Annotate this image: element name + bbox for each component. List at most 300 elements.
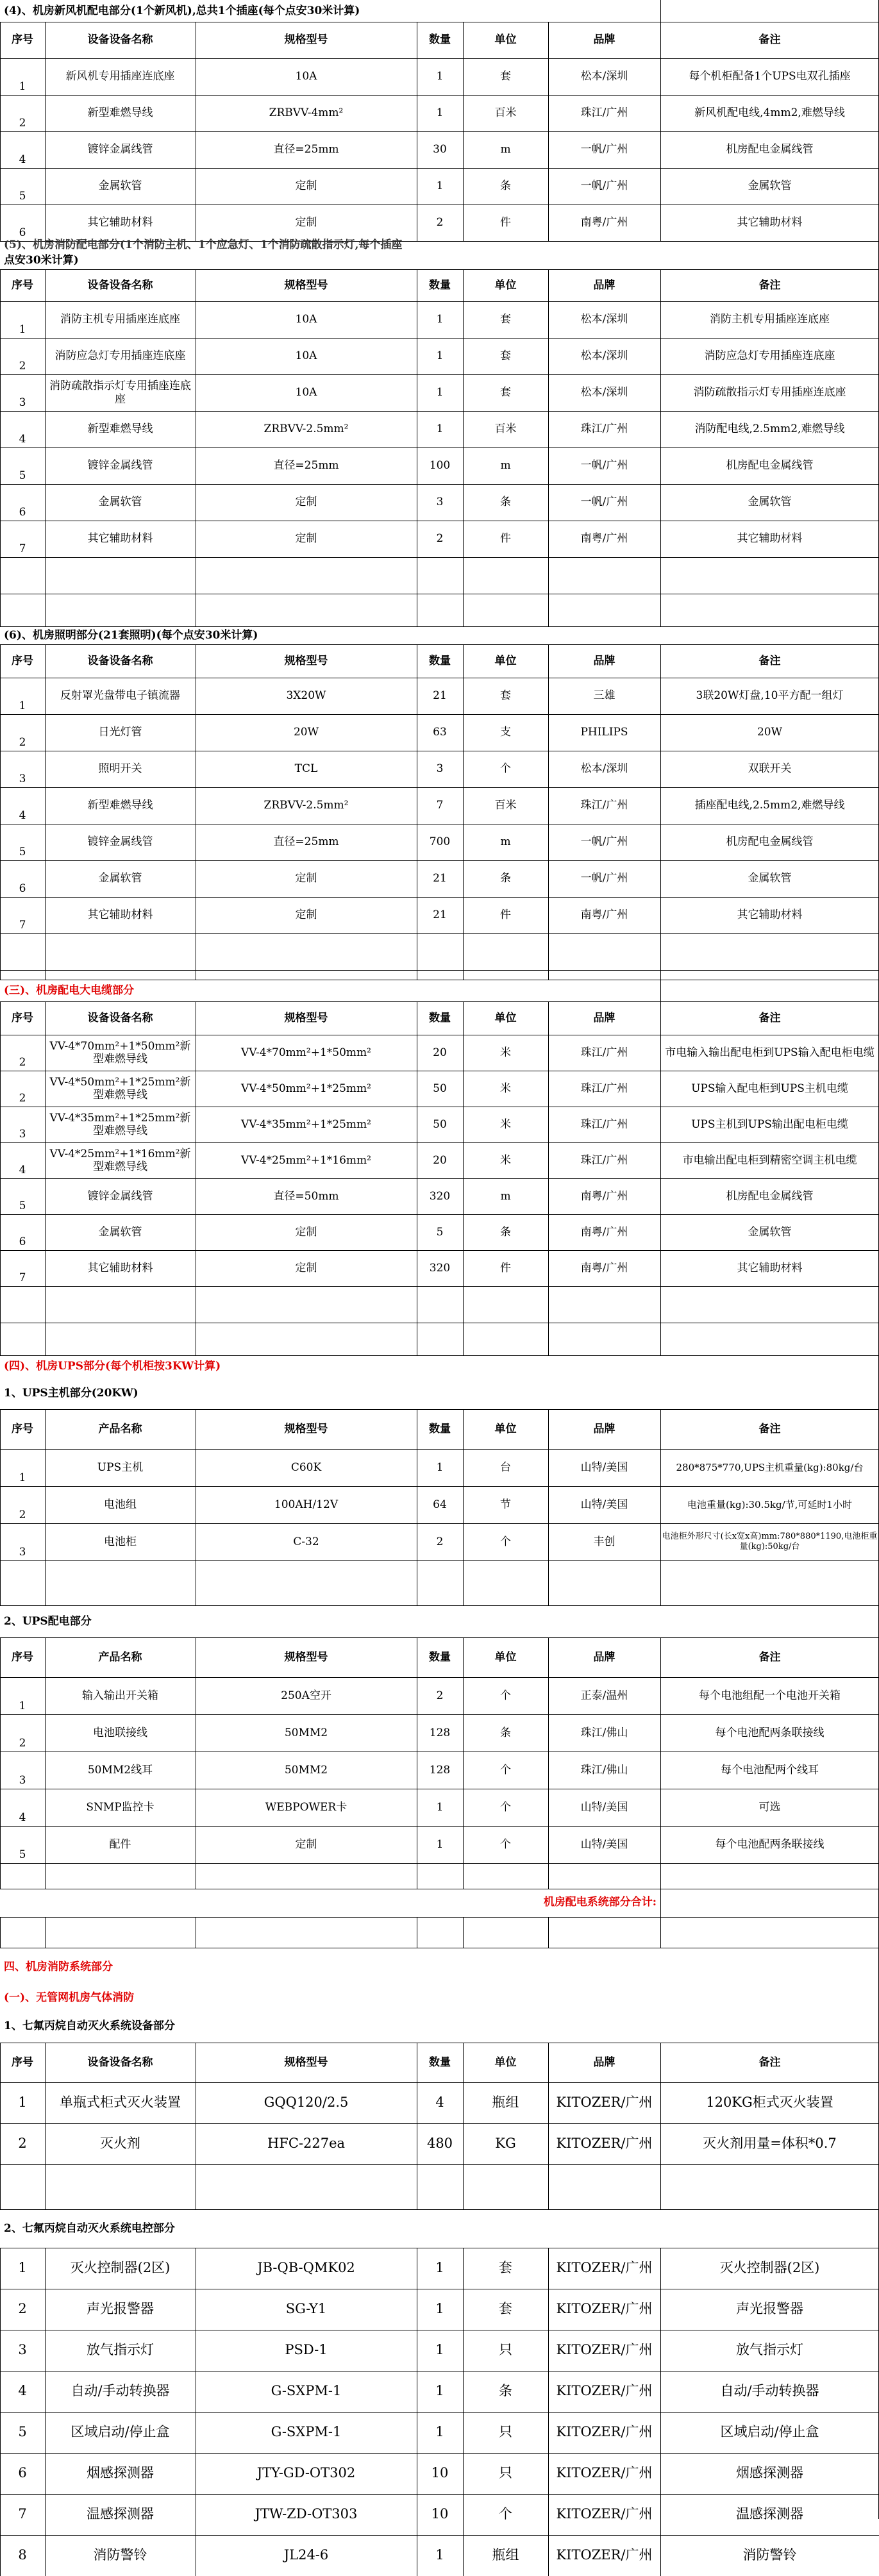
header-remark: 备注 [758,1011,781,1025]
table-row-table_s3-2-col1: VV-4*35mm²+1*25mm²新型难燃导线 [49,1111,191,1137]
table-row-table_ups_dist-4-col3: 1 [436,1837,444,1851]
table-row-table_fire2-4-col5: KITOZER/广州 [556,2424,653,2440]
table-row-table_ups_dist-4-col4: 个 [500,1837,511,1851]
table-row-table_s4-3-col5: 一帆/广州 [580,180,628,193]
table-row-table_fire1-0-col2: GQQ120/2.5 [264,2095,349,2111]
table-row-table_s5-6-col4: 件 [500,532,511,546]
table-row-table_s5-4-col5: 一帆/广州 [580,459,628,473]
table-row-table_fire1-0-col3: 4 [435,2095,444,2111]
table-row-table_s5-3-col4: 百米 [494,422,517,436]
table-row-table_ups_dist-3-col0: 4 [19,1811,26,1824]
table-row-table_s6-2-col4: 个 [500,762,511,776]
table-row-table_s6-6-col3: 21 [433,908,447,922]
table-row-table_s6-4-col0: 5 [19,845,26,858]
table-row-table_s6-6-col4: 件 [500,908,511,922]
header-remark: 备注 [758,278,781,292]
table-row-table_fire2-6-col4: 个 [499,2506,512,2522]
table-row-table_s3-2-col0: 3 [19,1127,26,1141]
table-row-table_s6-0-col6: 3联20W灯盘,10平方配一组灯 [696,689,844,703]
table-row-table_s3-1-col0: 2 [19,1091,26,1105]
header-seq: 序号 [12,278,33,292]
table-row-table_fire2-3-col4: 条 [499,2383,512,2399]
table-row-table_s6-5-col5: 一帆/广州 [580,872,628,885]
table-row-table_ups_main-2-col1: 电池柜 [104,1535,137,1548]
header-device_name: 设备设备名称 [87,278,153,292]
table-row-table_ups_main-2-col3: 2 [436,1535,444,1548]
table-row-table_s5-6-col0: 7 [19,542,26,555]
table-row-table_s3-4-col2: 直径=50mm [273,1189,339,1203]
section-title-s6: (6)、机房照明部分(21套照明)(每个点安30米计算) [4,628,258,642]
table-row-table_s5-3-col2: ZRBVV-2.5mm² [264,422,349,436]
table-row-table_s4-3-col1: 金属软管 [98,180,142,193]
table-row-table_ups_main-1-col1: 电池组 [104,1498,137,1511]
table-row-table_s6-5-col1: 金属软管 [98,872,142,885]
header-qty: 数量 [429,1422,451,1435]
table-row-table_ups_main-1-col3: 64 [433,1498,447,1511]
header-brand: 品牌 [593,654,615,667]
table-row-table_s3-3-col3: 20 [433,1153,447,1167]
table-row-table_fire1-1-col2: HFC-227ea [267,2136,346,2152]
table-row-table_s6-3-col5: 珠江/广州 [580,799,628,812]
header-remark: 备注 [758,1422,781,1435]
header-brand: 品牌 [593,1422,615,1435]
table-row-table_fire1-1-col4: KG [495,2136,516,2152]
table-row-table_s4-1-col6: 新风机配电线,4mm2,难燃导线 [694,106,845,120]
table-row-table_ups_dist-4-col6: 每个电池配两条联接线 [715,1837,825,1851]
table-row-table_ups_dist-0-col4: 个 [500,1689,511,1702]
header-seq: 序号 [12,2055,33,2069]
table-row-table_s3-0-col6: 市电输入输出配电柜到UPS输入配电柜电缆 [665,1046,875,1059]
table-row-table_s3-3-col1: VV-4*25mm²+1*16mm²新型难燃导线 [49,1147,191,1173]
table-row-table_s4-2-col3: 30 [433,143,447,156]
table-row-table_s6-3-col4: 百米 [494,799,517,812]
table-row-table_ups_dist-1-col2: 50MM2 [284,1726,328,1739]
table-row-table_s4-0-col1: 新风机专用插座连底座 [65,70,175,83]
section-part-fire2: 2、七氟丙烷自动灭火系统电控部分 [4,2221,175,2235]
table-row-table_fire2-2-col6: 放气指示灯 [736,2342,803,2358]
table-row-table_fire1-1-col5: KITOZER/广州 [556,2136,653,2152]
table-row-table_ups_main-2-col2: C-32 [293,1535,319,1548]
table-row-table_fire2-1-col2: SG-Y1 [285,2301,327,2317]
table-row-table_s6-0-col3: 21 [433,689,447,703]
table-row-table_s5-5-col4: 条 [500,496,511,509]
table-row-table_fire2-3-col2: G-SXPM-1 [271,2383,342,2399]
table-row-table_s6-0-col0: 1 [19,699,26,712]
table-row-table_s4-4-col4: 件 [500,216,511,230]
table-row-table_s6-4-col2: 直径=25mm [273,835,339,849]
table-row-table_s6-0-col1: 反射罩光盘带电子镇流器 [60,689,180,703]
header-device_name: 设备设备名称 [87,2055,153,2069]
table-row-table_ups_main-1-col6: 电池重量(kg):30.5kg/节,可延时1小时 [687,1499,852,1510]
table-row-table_s5-1-col6: 消防应急灯专用插座连底座 [704,349,835,363]
table-row-table_s3-2-col6: UPS主机到UPS输出配电柜电缆 [691,1117,848,1131]
table-row-table_ups_dist-3-col5: 山特/美国 [580,1800,628,1814]
header-unit: 单位 [494,2055,517,2069]
section-title-s5-line1: (5)、机房消防配电部分(1个消防主机、1个应急灯、1个消防疏散指示灯,每个插座 [4,238,403,251]
section-subtitle-fire: (一)、无管网机房气体消防 [4,1991,135,2004]
table-row-table_fire2-4-col6: 区域启动/停止盒 [720,2424,819,2440]
table-row-table_s4-1-col5: 珠江/广州 [580,106,628,120]
header-seq: 序号 [12,1650,33,1664]
table-row-table_s5-6-col6: 其它辅助材料 [737,532,803,546]
table-row-table_s4-1-col3: 1 [436,106,444,120]
table-row-table_s5-3-col6: 消防配电线,2.5mm2,难燃导线 [694,422,845,436]
table-row-table_ups_dist-2-col0: 3 [19,1773,26,1787]
header-spec: 规格型号 [284,278,328,292]
table-row-table_fire2-1-col3: 1 [435,2301,444,2317]
table-row-table_s3-4-col3: 320 [429,1189,451,1203]
table-row-table_s3-3-col4: 米 [500,1153,511,1167]
table-row-table_s3-1-col4: 米 [500,1082,511,1095]
table-row-table_s6-4-col5: 一帆/广州 [580,835,628,849]
table-row-table_ups_dist-2-col4: 个 [500,1763,511,1777]
table-row-table_fire2-1-col5: KITOZER/广州 [556,2301,653,2317]
table-row-table_ups_main-2-col6: 电池柜外形尺寸(长x宽x高)mm:780*880*1190,电池柜重量(kg):50kg/台 [662,1532,878,1551]
table-row-table_s4-4-col3: 2 [436,216,444,230]
table-row-table_s6-3-col1: 新型难燃导线 [87,799,153,812]
table-row-table_s3-3-col5: 珠江/广州 [580,1153,628,1167]
table-row-table_ups_dist-2-col1: 50MM2线耳 [87,1763,153,1777]
table-row-table_s4-2-col5: 一帆/广州 [580,143,628,156]
table-row-table_fire2-7-col4: 瓶组 [492,2547,519,2563]
table-row-table_s3-1-col1: VV-4*50mm²+1*25mm²新型难燃导线 [49,1075,191,1101]
table-row-table_ups_main-1-col4: 节 [500,1498,511,1511]
table-row-table_s4-0-col5: 松本/深圳 [580,70,628,83]
header-spec: 规格型号 [284,1422,328,1435]
table-row-table_ups_main-2-col0: 3 [19,1545,26,1559]
header-brand: 品牌 [593,1650,615,1664]
table-row-table_s6-1-col1: 日光灯管 [98,726,142,739]
table-row-table_s5-1-col4: 套 [500,349,511,363]
table-row-table_s5-5-col1: 金属软管 [98,496,142,509]
table-row-table_ups_main-0-col0: 1 [19,1471,26,1484]
table-row-table_s6-2-col2: TCL [294,762,318,776]
table-row-table_s6-4-col3: 700 [429,835,451,849]
table-row-table_ups_dist-2-col2: 50MM2 [284,1763,328,1777]
table-row-table_fire2-6-col2: JTW-ZD-OT303 [255,2506,358,2522]
table-row-table_s6-2-col3: 3 [436,762,444,776]
table-row-table_s5-1-col2: 10A [295,349,317,363]
table-row-table_fire2-4-col0: 5 [18,2424,27,2440]
header-product_name: 产品名称 [98,1650,142,1664]
table-row-table_s3-0-col4: 米 [500,1046,511,1059]
section-title-s3: (三)、机房配电大电缆部分 [4,983,135,997]
table-row-table_fire1-0-col4: 瓶组 [492,2095,519,2111]
section-subtitle-ups-main: 1、UPS主机部分(20KW) [4,1386,138,1400]
table-row-table_ups_main-1-col2: 100AH/12V [274,1498,339,1511]
table-row-table_s3-1-col6: UPS输入配电柜到UPS主机电缆 [691,1082,848,1095]
table-row-table_s5-5-col5: 一帆/广州 [580,496,628,509]
table-row-table_s4-0-col2: 10A [295,70,317,83]
table-row-table_ups_main-1-col5: 山特/美国 [580,1498,628,1511]
table-row-table_s6-1-col0: 2 [19,735,26,749]
table-row-table_s6-3-col0: 4 [19,808,26,822]
table-row-table_s5-4-col3: 100 [429,459,451,473]
table-row-table_s4-4-col1: 其它辅助材料 [87,216,153,230]
header-qty: 数量 [429,1650,451,1664]
table-row-table_s5-0-col2: 10A [295,313,317,326]
table-row-table_fire2-3-col5: KITOZER/广州 [556,2383,653,2399]
table-row-table_s4-3-col0: 5 [19,189,26,203]
table-row-table_s3-5-col0: 6 [19,1235,26,1248]
table-row-table_s4-0-col4: 套 [500,70,511,83]
table-row-table_s5-6-col2: 定制 [295,532,317,546]
total-label: 机房配电系统部分合计: [543,1895,657,1909]
table-row-table_ups_dist-0-col5: 正泰/温州 [580,1689,628,1702]
table-row-table_s3-6-col0: 7 [19,1271,26,1284]
table-row-table_fire2-6-col5: KITOZER/广州 [556,2506,653,2522]
table-row-table_s3-6-col3: 320 [429,1261,451,1275]
table-row-table_fire2-5-col1: 烟感探测器 [87,2465,154,2481]
table-row-table_ups_dist-3-col4: 个 [500,1800,511,1814]
table-row-table_fire2-1-col1: 声光报警器 [87,2301,154,2317]
table-row-table_s5-5-col2: 定制 [295,496,317,509]
table-row-table_ups_dist-4-col0: 5 [19,1848,26,1861]
table-row-table_s3-1-col5: 珠江/广州 [580,1082,628,1095]
table-row-table_s5-4-col6: 机房配电金属线管 [726,459,814,473]
table-row-table_s5-4-col1: 镀锌金属线管 [87,459,153,473]
table-row-table_ups_dist-0-col6: 每个电池组配一个电池开关箱 [699,1689,841,1702]
table-row-table_s5-2-col2: 10A [295,386,317,399]
table-row-table_fire2-7-col0: 8 [18,2547,27,2563]
table-row-table_fire1-0-col5: KITOZER/广州 [556,2095,653,2111]
table-row-table_ups_dist-4-col1: 配件 [109,1837,131,1851]
header-spec: 规格型号 [284,2055,328,2069]
table-row-table_s5-6-col3: 2 [436,532,444,546]
section-title-s5-line2: 点安30米计算) [4,253,79,267]
table-row-table_ups_dist-3-col3: 1 [436,1800,444,1814]
table-row-table_s6-4-col1: 镀锌金属线管 [87,835,153,849]
table-row-table_fire2-7-col3: 1 [435,2547,444,2563]
table-row-table_fire1-0-col0: 1 [18,2095,27,2111]
table-row-table_s6-6-col1: 其它辅助材料 [87,908,153,922]
table-row-table_s6-0-col4: 套 [500,689,511,703]
table-row-table_fire2-0-col0: 1 [18,2260,27,2276]
table-row-table_s3-2-col2: VV-4*35mm²+1*25mm² [241,1117,371,1131]
table-row-table_s6-0-col5: 三雄 [593,689,615,703]
table-row-table_ups_main-0-col2: C60K [290,1460,322,1474]
table-row-table_fire1-1-col6: 灭火剂用量=体积*0.7 [703,2136,837,2152]
table-row-table_ups_dist-1-col6: 每个电池配两条联接线 [715,1726,825,1739]
table-row-table_s4-2-col0: 4 [19,153,26,166]
table-row-table_s3-6-col2: 定制 [295,1261,317,1275]
table-row-table_fire2-6-col1: 温感探测器 [87,2506,154,2522]
table-row-table_s4-3-col3: 1 [436,180,444,193]
table-row-table_s3-1-col3: 50 [433,1082,447,1095]
table-row-table_s5-1-col3: 1 [436,349,444,363]
table-row-table_fire2-0-col4: 套 [499,2260,512,2276]
table-row-table_s5-0-col4: 套 [500,313,511,326]
table-row-table_s5-5-col3: 3 [436,496,444,509]
table-row-table_ups_dist-1-col5: 珠江/佛山 [580,1726,628,1739]
table-row-table_ups_main-0-col4: 台 [500,1460,511,1474]
table-row-table_ups_dist-0-col0: 1 [19,1699,26,1712]
table-row-table_fire2-1-col4: 套 [499,2301,512,2317]
table-row-table_s3-0-col2: VV-4*70mm²+1*50mm² [241,1046,371,1059]
table-row-table_s4-2-col6: 机房配电金属线管 [726,143,814,156]
header-unit: 单位 [494,1011,517,1025]
table-row-table_s4-0-col0: 1 [19,79,26,93]
table-row-table_ups_dist-2-col6: 每个电池配两个线耳 [721,1763,819,1777]
table-row-table_ups_dist-3-col2: WEBPOWER卡 [265,1800,347,1814]
table-row-table_s5-0-col5: 松本/深圳 [580,313,628,326]
table-row-table_fire2-0-col3: 1 [435,2260,444,2276]
table-row-table_s6-1-col4: 支 [500,726,511,739]
table-row-table_s4-0-col6: 每个机柜配备1个UPS电双孔插座 [689,70,851,83]
table-row-table_fire2-2-col0: 3 [18,2342,27,2358]
table-row-table_fire2-4-col1: 区域启动/停止盒 [71,2424,170,2440]
header-seq: 序号 [12,654,33,667]
table-row-table_s5-2-col6: 消防疏散指示灯专用插座连底座 [693,386,846,399]
table-row-table_ups_main-0-col3: 1 [436,1460,444,1474]
table-row-table_s5-3-col3: 1 [436,422,444,436]
table-row-table_s3-2-col3: 50 [433,1117,447,1131]
table-row-table_s3-5-col5: 南粤/广州 [580,1225,628,1239]
table-row-table_s5-1-col5: 松本/深圳 [580,349,628,363]
table-row-table_fire1-1-col1: 灭火剂 [100,2136,140,2152]
table-row-table_s3-4-col6: 机房配电金属线管 [726,1189,814,1203]
table-row-table_s5-5-col0: 6 [19,505,26,519]
table-row-table_fire2-7-col5: KITOZER/广州 [556,2547,653,2563]
header-remark: 备注 [758,654,781,667]
table-row-table_s5-3-col1: 新型难燃导线 [87,422,153,436]
table-row-table_s6-1-col2: 20W [293,726,319,739]
table-row-table_fire2-0-col1: 灭火控制器(2区) [70,2260,171,2276]
header-qty: 数量 [429,654,451,667]
table-row-table_s3-0-col0: 2 [19,1055,26,1069]
table-row-table_s5-0-col1: 消防主机专用插座连底座 [60,313,180,326]
table-row-table_s5-2-col4: 套 [500,386,511,399]
header-unit: 单位 [494,33,517,47]
table-row-table_s3-0-col3: 20 [433,1046,447,1059]
table-row-table_s4-0-col3: 1 [436,70,444,83]
header-brand: 品牌 [593,278,615,292]
table-row-table_ups_dist-0-col1: 输入输出开关箱 [82,1689,158,1702]
header-brand: 品牌 [593,2055,615,2069]
header-spec: 规格型号 [284,1650,328,1664]
table-row-table_fire2-0-col6: 灭火控制器(2区) [719,2260,820,2276]
table-row-table_fire2-0-col2: JB-QB-QMK02 [257,2260,355,2276]
table-row-table_s3-5-col3: 5 [436,1225,444,1239]
table-row-table_s4-4-col2: 定制 [295,216,317,230]
table-row-table_s3-6-col4: 件 [500,1261,511,1275]
header-seq: 序号 [12,1422,33,1435]
table-row-table_fire1-0-col1: 单瓶式柜式灭火装置 [60,2095,181,2111]
table-row-table_s6-4-col4: m [500,835,511,849]
table-row-table_fire2-5-col6: 烟感探测器 [736,2465,803,2481]
table-row-table_ups_dist-1-col4: 条 [500,1726,511,1739]
table-row-table_s6-6-col2: 定制 [295,908,317,922]
table-row-table_s6-5-col2: 定制 [295,872,317,885]
table-row-table_s5-0-col0: 1 [19,322,26,336]
table-row-table_s6-2-col6: 双联开关 [748,762,792,776]
table-row-table_ups_main-0-col5: 山特/美国 [580,1460,628,1474]
table-row-table_s5-6-col5: 南粤/广州 [580,532,628,546]
table-row-table_s5-2-col0: 3 [19,396,26,409]
section-title-fire: 四、机房消防系统部分 [4,1960,113,1973]
header-spec: 规格型号 [284,1011,328,1025]
table-row-table_fire2-1-col6: 声光报警器 [736,2301,803,2317]
table-row-table_fire1-0-col6: 120KG柜式灭火装置 [706,2095,833,2111]
table-row-table_ups_main-2-col4: 个 [500,1535,511,1548]
table-row-table_fire2-6-col0: 7 [18,2506,27,2522]
table-row-table_s6-5-col6: 金属软管 [748,872,792,885]
table-row-table_s4-1-col2: ZRBVV-4mm² [269,106,344,120]
header-unit: 单位 [494,1650,517,1664]
table-row-table_fire2-2-col5: KITOZER/广州 [556,2342,653,2358]
table-row-table_ups_dist-1-col3: 128 [429,1726,451,1739]
table-row-table_s6-3-col2: ZRBVV-2.5mm² [264,799,349,812]
table-row-table_fire2-2-col2: PSD-1 [285,2342,328,2358]
table-row-table_s3-0-col5: 珠江/广州 [580,1046,628,1059]
table-row-table_s3-3-col6: 市电输出配电柜到精密空调主机电缆 [682,1153,857,1167]
table-row-table_fire2-5-col5: KITOZER/广州 [556,2465,653,2481]
table-row-table_fire2-3-col1: 自动/手动转换器 [71,2383,170,2399]
table-row-table_s5-4-col2: 直径=25mm [273,459,339,473]
header-spec: 规格型号 [284,33,328,47]
header-unit: 单位 [494,1422,517,1435]
section-title-s4: (4)、机房新风机配电部分(1个新风机),总共1个插座(每个点安30米计算) [4,4,360,17]
table-row-table_s6-4-col6: 机房配电金属线管 [726,835,814,849]
table-row-table_ups_main-0-col6: 280*875*770,UPS主机重量(kg):80kg/台 [676,1462,864,1473]
header-qty: 数量 [429,1011,451,1025]
table-row-table_s4-4-col5: 南粤/广州 [580,216,628,230]
table-row-table_s3-2-col5: 珠江/广州 [580,1117,628,1131]
header-brand: 品牌 [593,1011,615,1025]
table-row-table_s5-2-col5: 松本/深圳 [580,386,628,399]
table-row-table_ups_dist-2-col5: 珠江/佛山 [580,1763,628,1777]
header-unit: 单位 [494,654,517,667]
table-row-table_fire2-2-col3: 1 [435,2342,444,2358]
table-row-table_s4-2-col4: m [500,143,511,156]
table-row-table_ups_dist-1-col1: 电池联接线 [93,1726,147,1739]
table-row-table_fire2-6-col6: 温感探测器 [736,2506,803,2522]
table-row-table_ups_dist-4-col5: 山特/美国 [580,1837,628,1851]
header-remark: 备注 [758,2055,781,2069]
table-row-table_s3-4-col1: 镀锌金属线管 [87,1189,153,1203]
table-row-table_s3-6-col6: 其它辅助材料 [737,1261,803,1275]
table-row-table_fire2-3-col6: 自动/手动转换器 [720,2383,819,2399]
table-row-table_s5-3-col0: 4 [19,432,26,446]
section-subtitle-ups-dist: 2、UPS配电部分 [4,1614,92,1628]
table-row-table_s4-3-col4: 条 [500,180,511,193]
table-row-table_fire2-7-col6: 消防警铃 [742,2547,797,2563]
header-product_name: 产品名称 [98,1422,142,1435]
table-row-table_fire2-4-col2: G-SXPM-1 [271,2424,342,2440]
table-row-table_fire2-2-col1: 放气指示灯 [87,2342,154,2358]
header-spec: 规格型号 [284,654,328,667]
table-row-table_s3-4-col0: 5 [19,1199,26,1212]
table-row-table_s3-5-col1: 金属软管 [98,1225,142,1239]
section-part-fire1: 1、七氟丙烷自动灭火系统设备部分 [4,2019,175,2032]
table-row-table_s3-4-col5: 南粤/广州 [580,1189,628,1203]
table-row-table_s5-0-col6: 消防主机专用插座连底座 [710,313,830,326]
table-row-table_s3-6-col5: 南粤/广州 [580,1261,628,1275]
table-row-table_ups_dist-1-col0: 2 [19,1736,26,1750]
table-row-table_s4-3-col2: 定制 [295,180,317,193]
table-row-table_fire1-1-col3: 480 [426,2136,453,2152]
table-row-table_fire2-5-col0: 6 [18,2465,27,2481]
table-row-table_fire2-7-col2: JL24-6 [283,2547,329,2563]
header-unit: 单位 [494,278,517,292]
table-row-table_ups_main-0-col1: UPS主机 [97,1460,144,1474]
table-row-table_s6-1-col5: PHILIPS [580,726,628,739]
table-row-table_s4-2-col2: 直径=25mm [273,143,339,156]
header-seq: 序号 [12,1011,33,1025]
table-row-table_s6-1-col6: 20W [757,726,783,739]
header-remark: 备注 [758,1650,781,1664]
table-row-table_fire2-4-col3: 1 [435,2424,444,2440]
